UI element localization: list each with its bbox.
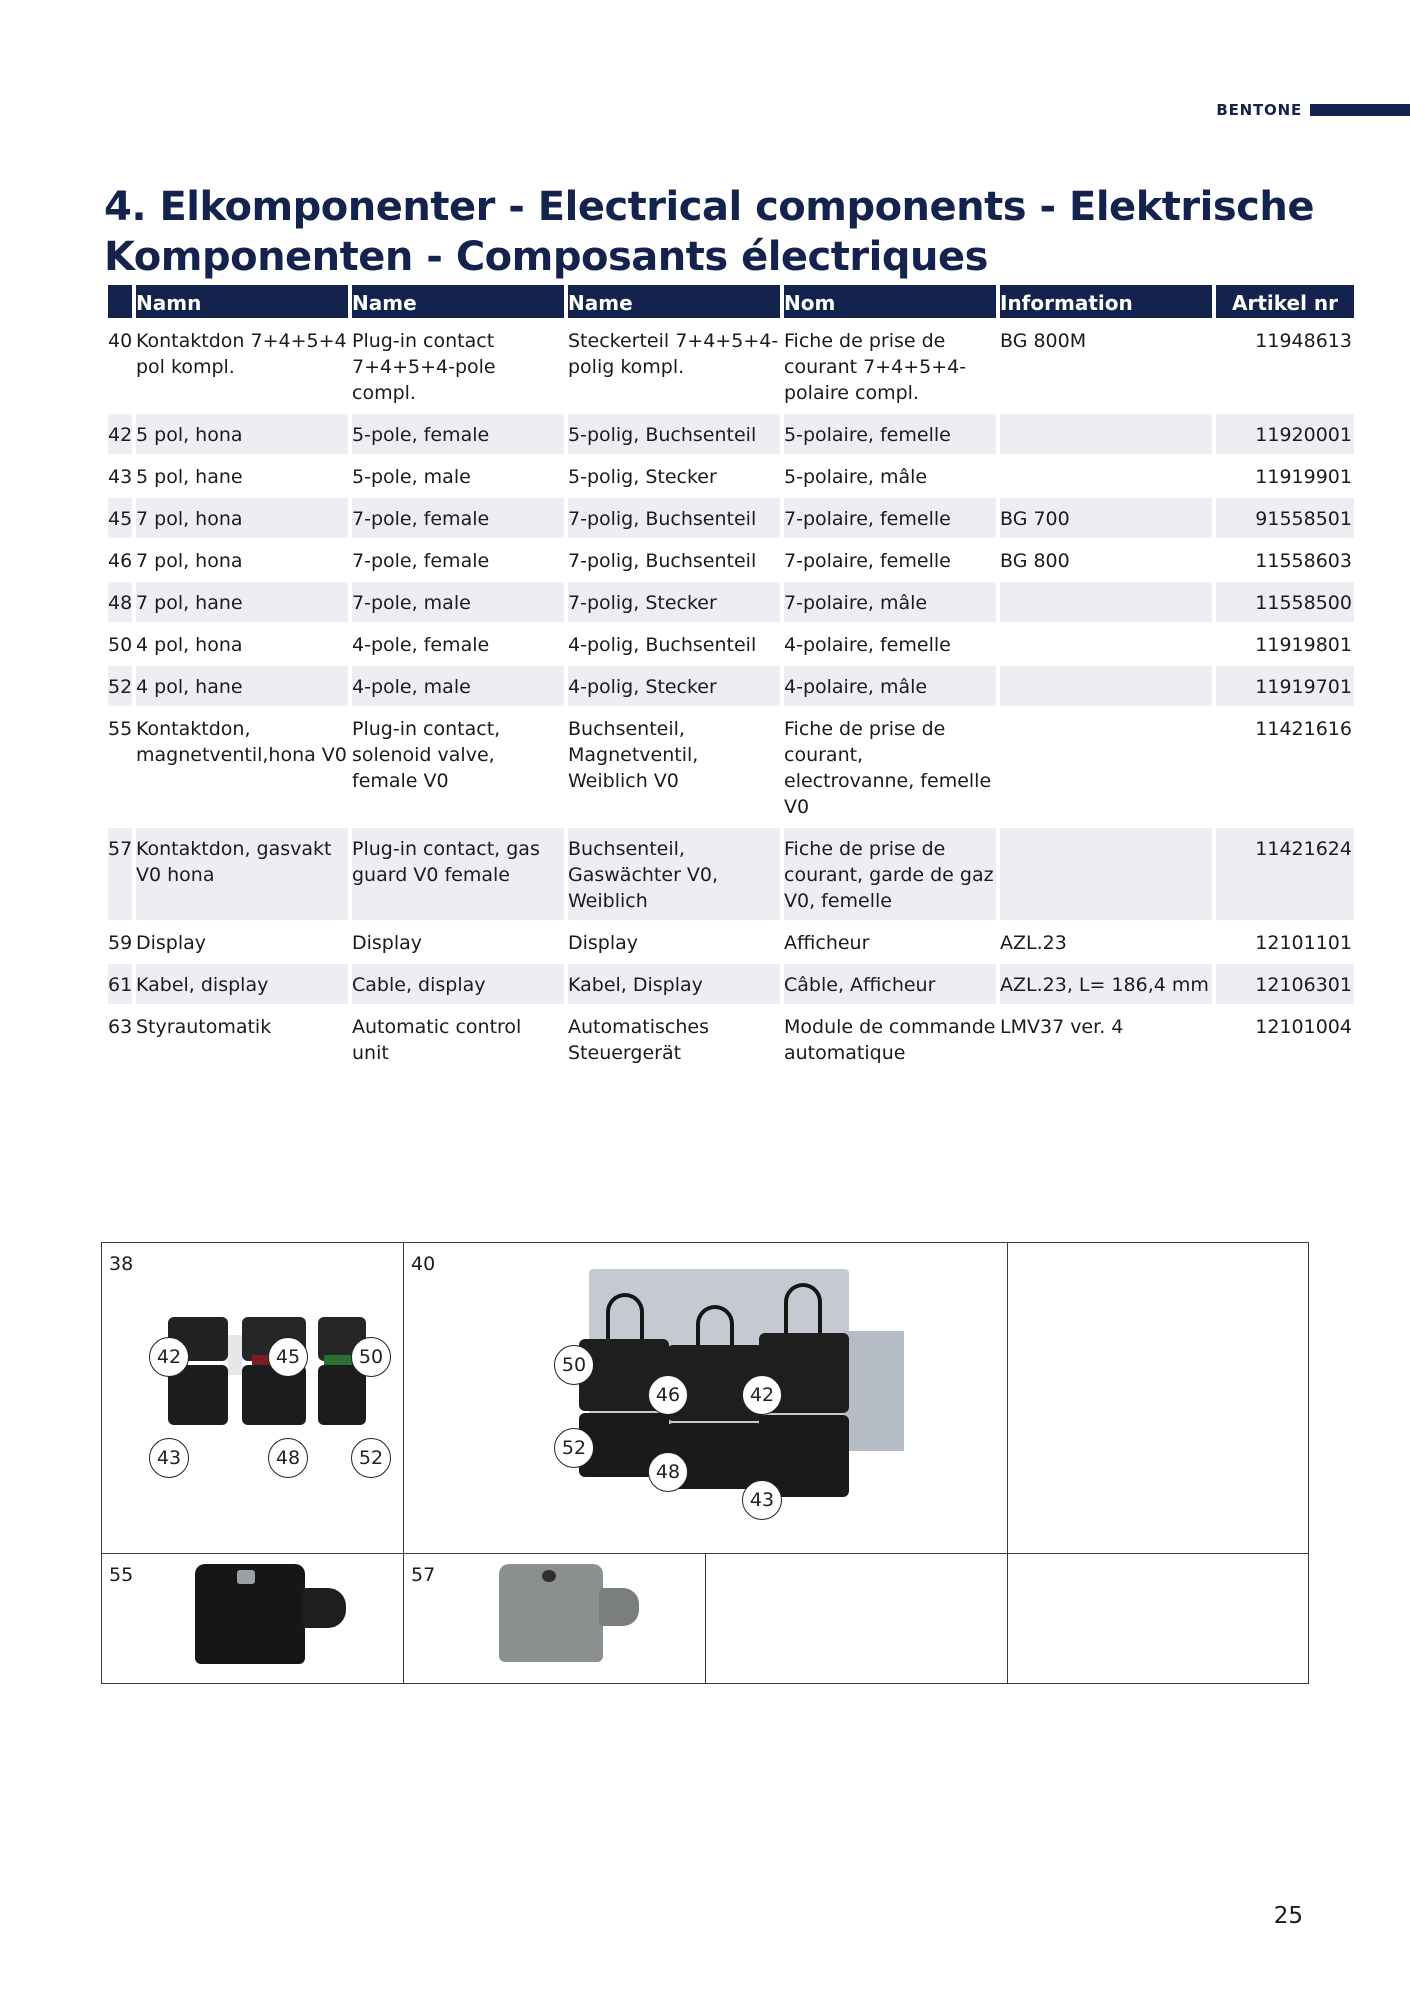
cell-art: 11421616	[1255, 718, 1352, 740]
screw-icon	[237, 1570, 255, 1584]
parts-table	[104, 283, 1358, 1074]
cell-en: Plug-in contact, gas guard V0 female	[352, 828, 564, 920]
cell-sv: Kontaktdon, gasvakt V0 hona	[136, 828, 348, 920]
header-artikel-nr: Artikel nr	[1216, 285, 1354, 318]
cell-art: 11421624	[1216, 828, 1354, 920]
cell-art: 11919801	[1255, 634, 1352, 656]
cell-sv: Kontaktdon 7+4+5+4 pol kompl.	[136, 330, 347, 378]
cell-art: 11920001	[1216, 414, 1354, 454]
cell-sv: 7 pol, hona	[136, 498, 348, 538]
cell-pos: 61	[108, 964, 132, 1004]
cell-info	[1000, 708, 1212, 826]
table-row	[108, 414, 1354, 454]
figure-label: 57	[411, 1564, 436, 1586]
cell-fr: Fiche de prise de courant 7+4+5+4-polaire compl.	[784, 330, 967, 404]
table-row	[108, 964, 1354, 1004]
cell-de: Buchsenteil, Gaswächter V0, Weiblich	[568, 828, 780, 920]
cell-sv: 5 pol, hane	[136, 466, 243, 488]
table-row	[108, 582, 1354, 622]
cell-pos: 45	[108, 498, 132, 538]
cell-sv: Display	[136, 932, 207, 954]
brand-header	[1216, 101, 1410, 119]
cell-art: 12101004	[1255, 1016, 1352, 1038]
cell-en: Plug-in contact 7+4+5+4-pole compl.	[352, 330, 496, 404]
cell-fr: Câble, Afficheur	[784, 964, 996, 1004]
connector-image	[318, 1365, 366, 1425]
cell-fr: Afficheur	[784, 932, 870, 954]
cell-fr: Module de commande automatique	[784, 1016, 996, 1064]
cell-info	[1000, 666, 1212, 706]
callout-42: 42	[149, 1337, 189, 1377]
connector-image	[302, 1588, 346, 1628]
cell-pos: 59	[108, 932, 133, 954]
cell-en: 7-pole, female	[352, 498, 564, 538]
figure-cell-empty	[706, 1554, 1008, 1683]
cell-info	[1000, 414, 1212, 454]
callout-52: 52	[351, 1438, 391, 1478]
header-pos	[108, 285, 132, 318]
cell-fr: 4-polaire, femelle	[784, 634, 951, 656]
cell-info	[1000, 582, 1212, 622]
cell-pos: 40	[108, 330, 133, 352]
callout-48: 48	[648, 1452, 688, 1492]
callout-46: 46	[648, 1375, 688, 1415]
cell-de: 7-polig, Stecker	[568, 582, 780, 622]
callout-43: 43	[149, 1438, 189, 1478]
header-name-de: Name	[568, 285, 780, 318]
cell-en: 4-pole, male	[352, 666, 564, 706]
cell-sv: Kontaktdon, magnetventil,hona V0	[136, 718, 347, 766]
figure-cell-40	[404, 1243, 1008, 1554]
cell-de: Kabel, Display	[568, 964, 780, 1004]
table-row	[108, 828, 1354, 920]
header-information: Information	[1000, 285, 1212, 318]
callout-50: 50	[351, 1337, 391, 1377]
cell-de: Display	[568, 932, 639, 954]
cell-en: 7-pole, male	[352, 582, 564, 622]
page-title: 4. Elkomponenter - Electrical components - Elektrische Komponenten - Composants électriques	[104, 184, 1314, 280]
table-row	[108, 624, 1354, 664]
cell-info: BG 800M	[1000, 330, 1087, 352]
cell-art: 12106301	[1216, 964, 1354, 1004]
brand-bar	[1310, 104, 1410, 116]
cell-sv: Kabel, display	[136, 964, 348, 1004]
cell-info	[1000, 624, 1212, 664]
cell-de: 5-polig, Buchsenteil	[568, 414, 780, 454]
cell-de: 5-polig, Stecker	[568, 466, 717, 488]
table-row	[108, 708, 1354, 826]
cell-info: LMV37 ver. 4	[1000, 1016, 1124, 1038]
page-number: 25	[1273, 1903, 1303, 1929]
figure-cell-empty	[1008, 1243, 1308, 1554]
cell-de: 7-polig, Buchsenteil	[568, 498, 780, 538]
mounting-plate	[844, 1331, 904, 1451]
cell-pos: 57	[108, 828, 132, 920]
cell-fr: 7-polaire, mâle	[784, 582, 996, 622]
cell-de: 7-polig, Buchsenteil	[568, 550, 757, 572]
cell-art: 11558603	[1255, 550, 1352, 572]
cell-pos: 42	[108, 414, 132, 454]
cell-fr: Fiche de prise de courant, garde de gaz V0, femelle	[784, 828, 996, 920]
cell-en: Plug-in contact, solenoid valve, female V0	[352, 718, 501, 792]
cell-sv: 7 pol, hona	[136, 550, 243, 572]
callout-45: 45	[268, 1337, 308, 1377]
cell-fr: Fiche de prise de courant, electrovanne, femelle V0	[784, 718, 992, 818]
cell-pos: 52	[108, 666, 132, 706]
figure-cell-57	[404, 1554, 706, 1683]
cell-fr: 7-polaire, femelle	[784, 498, 996, 538]
table-row	[108, 922, 1354, 962]
cell-info	[1000, 456, 1212, 496]
screw-hole-icon	[542, 1570, 556, 1582]
figure-label: 40	[411, 1253, 436, 1275]
cell-de: Buchsenteil, Magnetventil, Weiblich V0	[568, 718, 699, 792]
brand-name: BENTONE	[1216, 101, 1302, 119]
cell-de: Automatisches Steuergerät	[568, 1016, 709, 1064]
cell-fr: 4-polaire, mâle	[784, 666, 996, 706]
cell-info: AZL.23, L= 186,4 mm	[1000, 964, 1212, 1004]
cell-en: 4-pole, female	[352, 634, 490, 656]
cell-art: 12101101	[1255, 932, 1352, 954]
cell-art: 11558500	[1216, 582, 1354, 622]
cell-pos: 46	[108, 550, 133, 572]
cell-pos: 50	[108, 634, 133, 656]
cell-de: Steckerteil 7+4+5+4-polig kompl.	[568, 330, 779, 378]
cell-sv: 4 pol, hona	[136, 634, 243, 656]
cell-info: BG 700	[1000, 498, 1212, 538]
mounting-plate	[228, 1335, 242, 1375]
cell-art: 11919901	[1255, 466, 1352, 488]
cell-sv: 5 pol, hona	[136, 414, 348, 454]
cell-art: 91558501	[1216, 498, 1354, 538]
cell-pos: 63	[108, 1016, 133, 1038]
callout-50: 50	[554, 1345, 594, 1385]
table-row	[108, 666, 1354, 706]
cell-info: BG 800	[1000, 550, 1070, 572]
cell-en: Automatic control unit	[352, 1016, 522, 1064]
cell-sv: Styrautomatik	[136, 1016, 272, 1038]
cell-fr: 5-polaire, mâle	[784, 466, 928, 488]
header-name-en: Name	[352, 285, 564, 318]
cell-sv: 4 pol, hane	[136, 666, 348, 706]
figure-label: 55	[109, 1564, 134, 1586]
figure-cell-38	[102, 1243, 404, 1554]
cell-sv: 7 pol, hane	[136, 582, 348, 622]
cell-info	[1000, 828, 1212, 920]
cell-en: Cable, display	[352, 964, 564, 1004]
table-row	[108, 540, 1354, 580]
connector-image	[599, 1588, 639, 1626]
cell-en: 5-pole, male	[352, 466, 471, 488]
table-row	[108, 1006, 1354, 1072]
cell-art: 11948613	[1255, 330, 1352, 352]
cell-fr: 7-polaire, femelle	[784, 550, 951, 572]
cell-en: 5-pole, female	[352, 414, 564, 454]
cell-pos: 55	[108, 718, 133, 740]
header-namn: Namn	[136, 285, 348, 318]
cell-pos: 48	[108, 582, 132, 622]
figure-cell-55	[102, 1554, 404, 1683]
callout-42: 42	[742, 1375, 782, 1415]
figure-grid	[101, 1242, 1309, 1684]
callout-48: 48	[268, 1438, 308, 1478]
header-nom: Nom	[784, 285, 996, 318]
table-row	[108, 320, 1354, 412]
figure-label: 38	[109, 1253, 134, 1275]
table-row	[108, 498, 1354, 538]
cell-fr: 5-polaire, femelle	[784, 414, 996, 454]
cell-en: Display	[352, 932, 423, 954]
cell-de: 4-polig, Stecker	[568, 666, 780, 706]
cell-de: 4-polig, Buchsenteil	[568, 634, 757, 656]
cell-en: 7-pole, female	[352, 550, 490, 572]
table-row	[108, 456, 1354, 496]
callout-52: 52	[554, 1428, 594, 1468]
cell-info: AZL.23	[1000, 932, 1067, 954]
cell-pos: 43	[108, 466, 133, 488]
callout-43: 43	[742, 1480, 782, 1520]
cell-art: 11919701	[1216, 666, 1354, 706]
figure-cell-empty	[1008, 1554, 1308, 1683]
table-header-row	[108, 285, 1354, 318]
